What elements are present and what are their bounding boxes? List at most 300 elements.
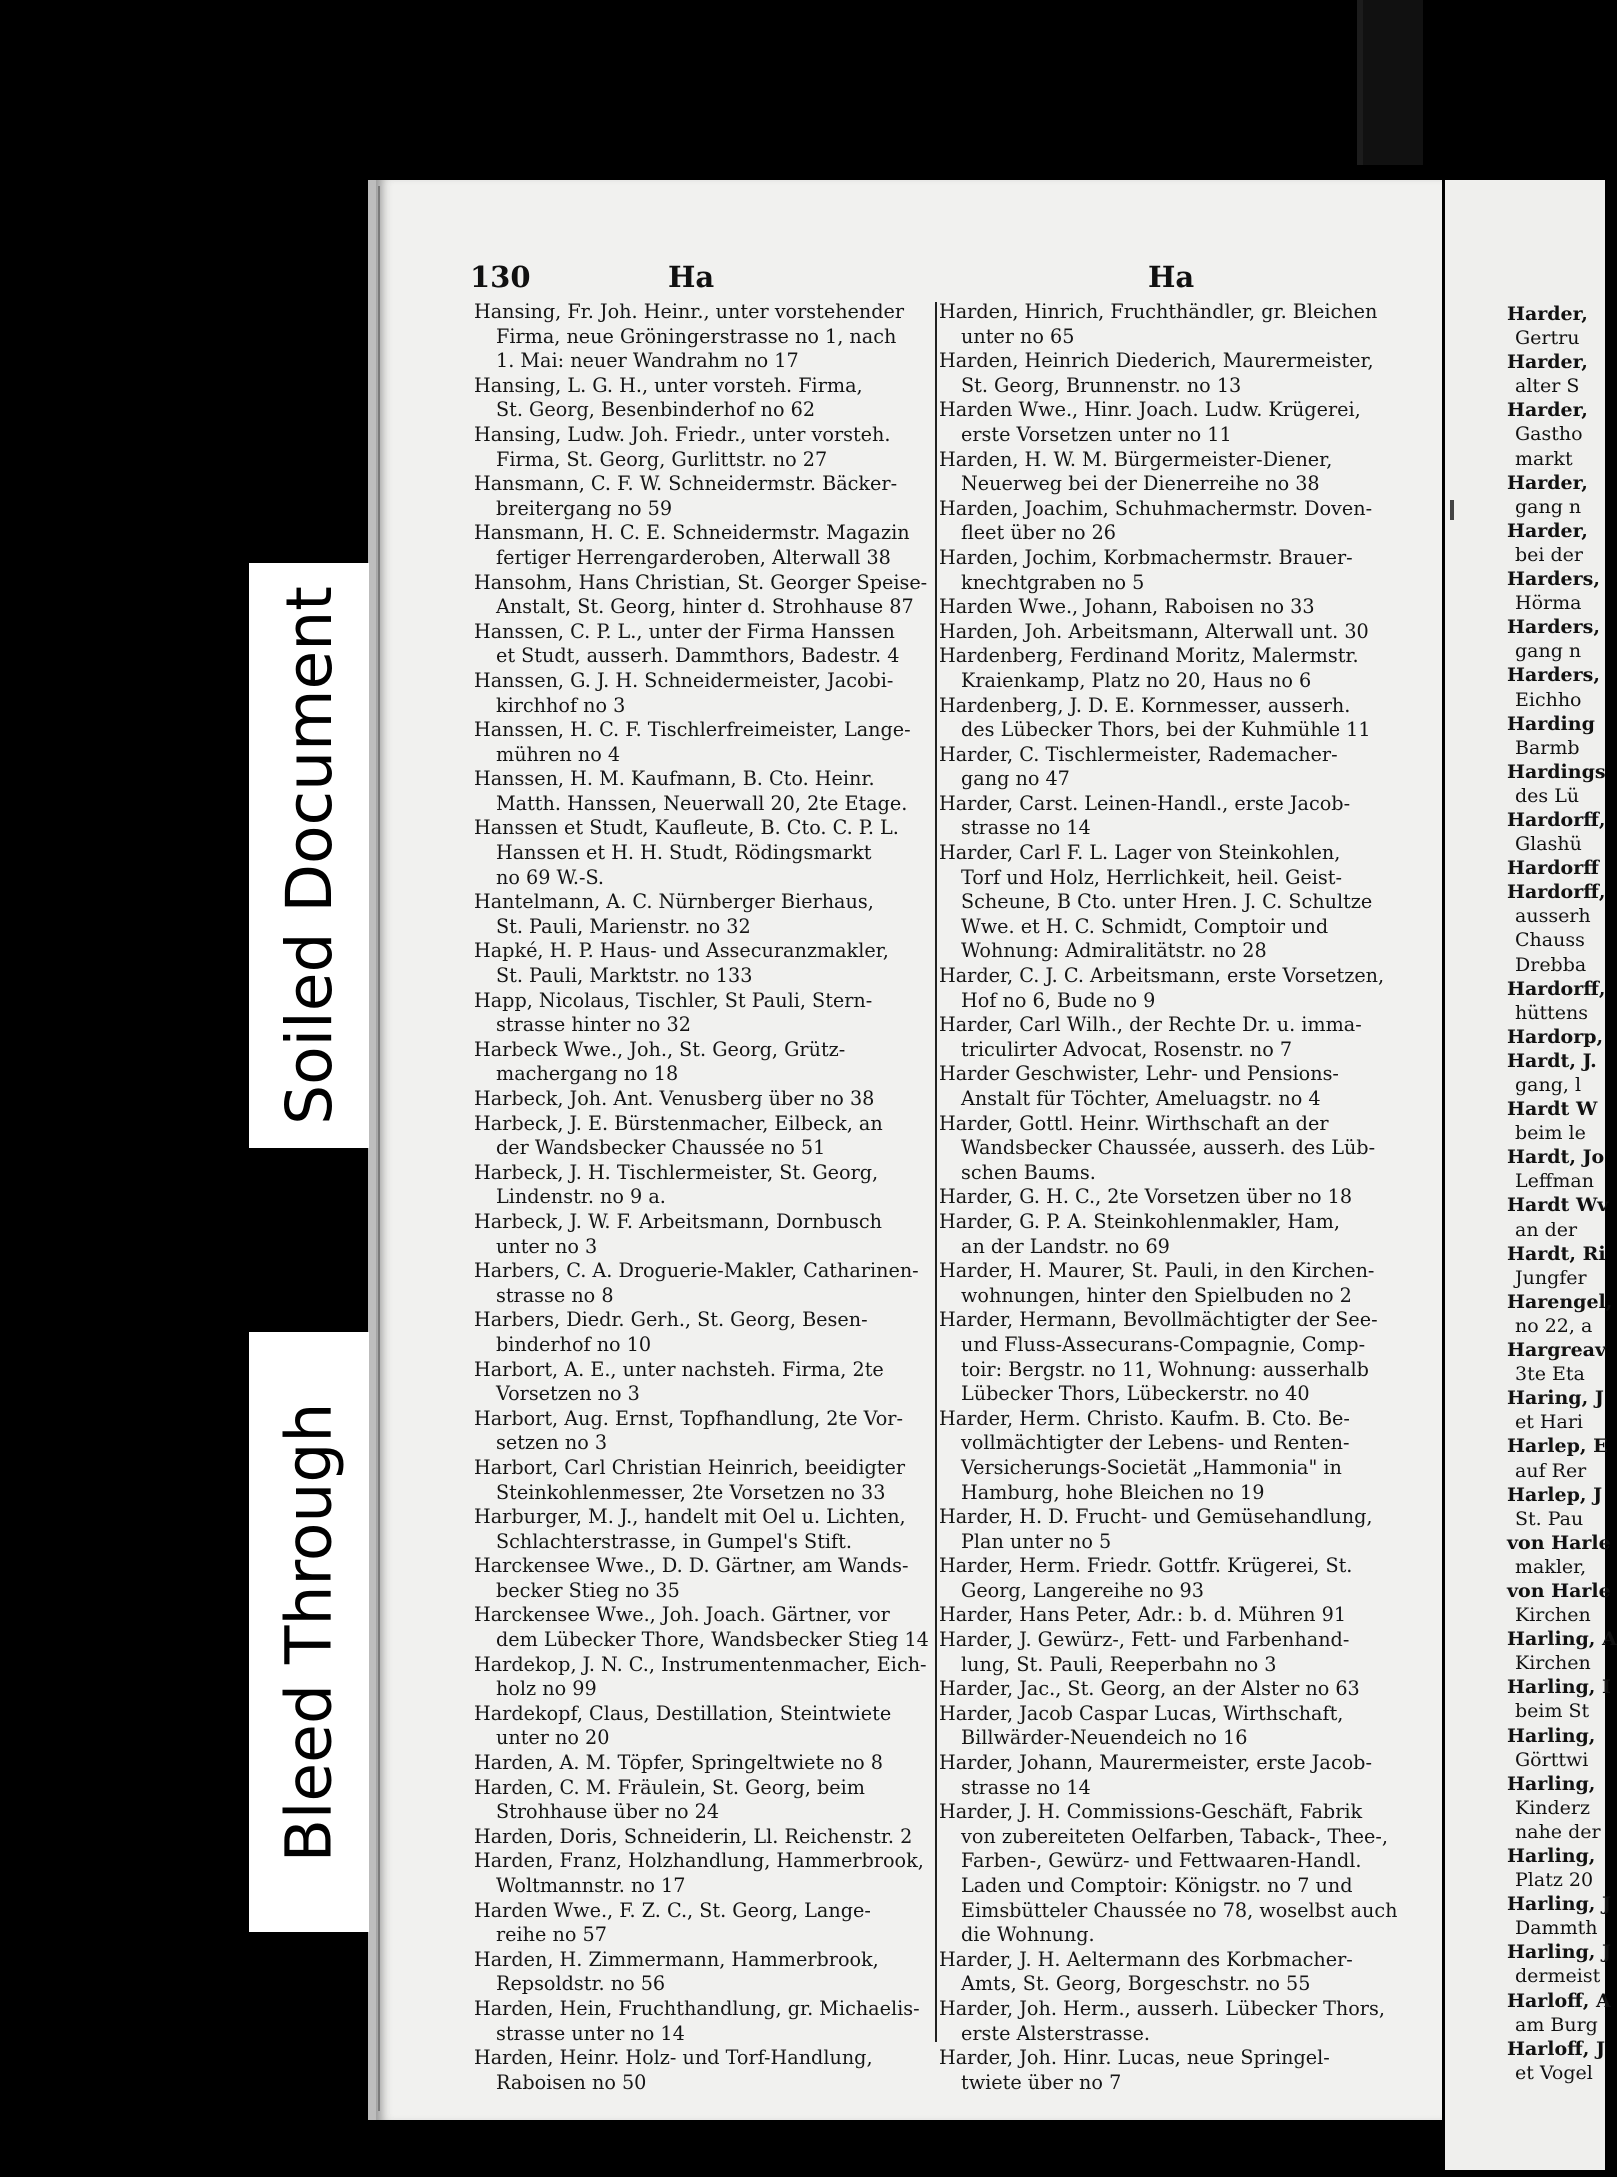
entry-line: Hof no 6, Bude no 9 xyxy=(961,988,1156,1012)
fragment-line: gang, l xyxy=(1515,1074,1582,1096)
entry-line: Harbort, A. E., unter nachsteh. Firma, 2te xyxy=(474,1357,884,1381)
entry-line: Hansing, L. G. H., unter vorsteh. Firma, xyxy=(474,373,863,397)
directory-entry xyxy=(474,1038,934,1087)
entry-line: fleet über no 26 xyxy=(961,521,1117,545)
fragment-line: am Burg xyxy=(1515,2013,1598,2036)
entry-line: Harden, Jochim, Korbmachermstr. Brauer- xyxy=(939,545,1353,569)
fragment-line: Harder, xyxy=(1507,303,1588,325)
entry-line: holz no 99 xyxy=(496,1677,597,1701)
entry-line: no 69 W.-S. xyxy=(496,865,605,889)
directory-entry xyxy=(474,1899,934,1948)
entry-line: Harder, J. H. Aeltermann des Korbmacher- xyxy=(939,1947,1353,1971)
directory-entry xyxy=(474,1849,934,1898)
entry-line: Harder, J. H. Commissions-Geschäft, Fabrik xyxy=(939,1800,1363,1824)
entry-line: Hanssen, C. P. L., unter der Firma Hanssen xyxy=(474,619,895,643)
directory-entry xyxy=(939,1505,1394,1554)
fragment-line: ausserh xyxy=(1515,905,1591,928)
entry-line: Hamburg, hohe Bleichen no 19 xyxy=(961,1480,1265,1504)
fragment-line: Harling, xyxy=(1507,1724,1596,1747)
fragment-line: Harlep, J xyxy=(1507,1483,1603,1506)
directory-entry xyxy=(939,1554,1394,1603)
fragment-line: Dammth xyxy=(1515,1917,1598,1940)
fragment-line: von Harle xyxy=(1507,1531,1611,1554)
fragment-line: Gertru xyxy=(1515,327,1580,350)
entry-line: vollmächtigter der Lebens- und Renten- xyxy=(961,1431,1350,1455)
entry-line: triculirter Advocat, Rosenstr. no 7 xyxy=(961,1037,1293,1061)
entry-line: Hanssen, H. M. Kaufmann, B. Cto. Heinr. xyxy=(474,767,875,791)
fragment-line: Kirchen xyxy=(1515,1604,1591,1627)
fragment-line: no 22, a xyxy=(1515,1314,1593,1337)
entry-line: strasse no 14 xyxy=(961,816,1091,840)
fragment-line: Eichho xyxy=(1515,688,1582,711)
directory-entry xyxy=(939,448,1394,497)
entry-line: Harbeck, J. E. Bürstenmacher, Eilbeck, an xyxy=(474,1111,883,1135)
fragment-line: Harder, xyxy=(1507,519,1588,542)
entry-line: Happ, Nicolaus, Tischler, St Pauli, Stern- xyxy=(474,988,873,1012)
fragment-line: Jungfer xyxy=(1515,1266,1587,1289)
column-divider xyxy=(935,302,937,2042)
entry-line: St. Georg, Brunnenstr. no 13 xyxy=(961,373,1242,397)
entry-line: Raboisen no 50 xyxy=(496,2070,647,2094)
entry-line: Harbort, Carl Christian Heinrich, beeidigter xyxy=(474,1455,905,1479)
directory-entry xyxy=(474,300,934,374)
spine-mark xyxy=(1450,500,1454,520)
fragment-line: Hardorff, xyxy=(1507,881,1606,904)
directory-entry xyxy=(474,1751,934,1776)
entry-line: Hanssen et Studt, Kaufleute, B. Cto. C. P. L. xyxy=(474,816,899,840)
entry-line: Harbers, Diedr. Gerh., St. Georg, Besen- xyxy=(474,1308,868,1332)
fragment-line: Haring, J xyxy=(1507,1387,1604,1410)
entry-line: Harder Geschwister, Lehr- und Pensions- xyxy=(939,1062,1339,1086)
entry-line: St. Pauli, Marktstr. no 133 xyxy=(496,964,753,988)
entry-line: Firma, St. Georg, Gurlittstr. no 27 xyxy=(496,447,828,471)
fragment-line: Hardorff xyxy=(1507,857,1599,880)
directory-entry xyxy=(939,1628,1394,1677)
fragment-line: Harding xyxy=(1507,712,1595,735)
directory-entry xyxy=(939,1185,1394,1210)
entry-line: Harden, Joachim, Schuhmachermstr. Doven- xyxy=(939,496,1373,520)
entry-line: erste Alsterstrasse. xyxy=(961,2021,1150,2045)
directory-entry xyxy=(474,620,934,669)
directory-entry xyxy=(939,546,1394,595)
fragment-line: beim St xyxy=(1515,1700,1590,1723)
directory-entry xyxy=(939,792,1394,841)
directory-entry xyxy=(474,1554,934,1603)
entry-line: strasse no 8 xyxy=(496,1283,614,1307)
directory-entry xyxy=(939,1677,1394,1702)
fragment-line: Harders, xyxy=(1507,568,1600,591)
fragment-line: Hardorff, xyxy=(1507,808,1606,831)
directory-entry xyxy=(474,1776,934,1825)
entry-line: Neuerweg bei der Dienerreihe no 38 xyxy=(961,472,1320,496)
directory-entry xyxy=(939,1407,1394,1505)
fragment-line: gang n xyxy=(1515,640,1582,663)
directory-entry xyxy=(939,2046,1394,2095)
entry-line: Harder, Herm. Christo. Kaufm. B. Cto. Be- xyxy=(939,1406,1350,1430)
entry-line: die Wohnung. xyxy=(961,1923,1095,1947)
entry-line: Harden, Hinrich, Fruchthändler, gr. Bleichen xyxy=(939,300,1378,323)
entry-line: schen Baums. xyxy=(961,1160,1096,1184)
fragment-line: Harloff, A xyxy=(1507,1989,1611,2012)
fragment-line: Harling, J xyxy=(1507,1893,1612,1916)
directory-entry xyxy=(939,1751,1394,1800)
directory-entry xyxy=(474,890,934,939)
entry-line: Steinkohlenmesser, 2te Vorsetzen no 33 xyxy=(496,1480,886,1504)
entry-line: Firma, neue Gröningerstrasse no 1, nach xyxy=(496,324,897,348)
soiled-document-label xyxy=(249,563,369,1148)
soiled-document-text: Soiled Document xyxy=(272,586,346,1125)
entry-line: Harden, Joh. Arbeitsmann, Alterwall unt. 30 xyxy=(939,619,1369,643)
fragment-line: beim le xyxy=(1515,1122,1586,1145)
entry-line: strasse no 14 xyxy=(961,1775,1091,1799)
entry-line: Harder, J. Gewürz-, Fett- und Farbenhand- xyxy=(939,1628,1350,1652)
entry-line: und Fluss-Assecurans-Compagnie, Comp- xyxy=(961,1332,1366,1356)
directory-entry xyxy=(939,595,1394,620)
entry-line: Eimsbütteler Chaussée no 78, woselbst auch xyxy=(961,1898,1398,1922)
entry-line: Hantelmann, A. C. Nürnberger Bierhaus, xyxy=(474,890,874,914)
directory-entry xyxy=(474,767,934,816)
adjacent-page-fragment xyxy=(1445,180,1617,2170)
entry-line: Harckensee Wwe., D. D. Gärtner, am Wands- xyxy=(474,1554,909,1578)
fragment-line: alter S xyxy=(1515,375,1580,398)
fragment-line: dermeist xyxy=(1515,1965,1601,1988)
directory-entry xyxy=(939,1997,1394,2046)
entry-line: Hansing, Ludw. Joh. Friedr., unter vorsteh. xyxy=(474,422,891,446)
entry-line: Lübecker Thors, Lübeckerstr. no 40 xyxy=(961,1382,1310,1406)
entry-line: Harder, Carst. Leinen-Handl., erste Jacob- xyxy=(939,791,1351,815)
entry-line: Harckensee Wwe., Joh. Joach. Gärtner, vor xyxy=(474,1603,890,1627)
entry-line: Harbeck, Joh. Ant. Venusberg über no 38 xyxy=(474,1087,875,1110)
entry-line: Harder, C. J. C. Arbeitsmann, erste Vorsetzen, xyxy=(939,964,1385,988)
directory-entry xyxy=(474,472,934,521)
running-head-right: Ha xyxy=(1148,260,1195,294)
page-edge xyxy=(378,186,390,2111)
fragment-line: Platz 20 xyxy=(1515,1869,1594,1892)
entry-line: Harder, C. Tischlermeister, Rademacher- xyxy=(939,742,1338,766)
directory-entry xyxy=(939,497,1394,546)
entry-line: Hansmann, H. C. E. Schneidermstr. Magazin xyxy=(474,521,910,545)
entry-line: Harden Wwe., Hinr. Joach. Ludw. Krügerei, xyxy=(939,398,1361,422)
entry-line: Hardekopf, Claus, Destillation, Steintwiete xyxy=(474,1701,892,1725)
directory-entry xyxy=(474,2046,934,2095)
fragment-line: Harder, xyxy=(1507,471,1588,494)
directory-entry xyxy=(939,1702,1394,1751)
fragment-line: an der xyxy=(1515,1218,1578,1241)
entry-line: Anstalt für Töchter, Ameluagstr. no 4 xyxy=(961,1087,1321,1110)
fragment-line: bei der xyxy=(1515,543,1584,566)
entry-line: Harder, Carl Wilh., der Rechte Dr. u. imma- xyxy=(939,1013,1362,1037)
entry-line: von zubereiteten Oelfarben, Taback-, Thee-, xyxy=(961,1824,1388,1848)
entry-line: unter no 65 xyxy=(961,324,1075,348)
directory-entry xyxy=(474,423,934,472)
directory-entry xyxy=(939,1259,1394,1308)
entry-line: Vorsetzen no 3 xyxy=(496,1382,640,1406)
directory-entry xyxy=(939,1062,1394,1111)
entry-line: 1. Mai: neuer Wandrahm no 17 xyxy=(496,349,799,373)
entry-line: kirchhof no 3 xyxy=(496,693,626,717)
entry-line: Harden, A. M. Töpfer, Springeltwiete no 8 xyxy=(474,1751,883,1775)
entry-line: Harder, G. H. C., 2te Vorsetzen über no 18 xyxy=(939,1185,1353,1209)
directory-entry xyxy=(474,1603,934,1652)
fragment-line: Görttwi xyxy=(1515,1748,1589,1771)
fragment-line: et Hari xyxy=(1515,1411,1583,1434)
entry-line: Hansohm, Hans Christian, St. Georger Speise- xyxy=(474,570,928,594)
fragment-line: Hardt, Jo xyxy=(1507,1146,1605,1169)
fragment-line: Kinderz xyxy=(1515,1796,1591,1819)
fragment-line: Kirchen xyxy=(1515,1652,1591,1675)
fragment-line: Glashü xyxy=(1515,833,1582,856)
fragment-line: gang n xyxy=(1515,495,1582,518)
entry-line: Scheune, B Cto. unter Hren. J. C. Schultze xyxy=(961,890,1373,914)
entry-line: Wohnung: Admiralitätstr. no 28 xyxy=(961,939,1267,963)
entry-line: Harder, Carl F. L. Lager von Steinkohlen, xyxy=(939,841,1341,865)
fragment-line: nahe der xyxy=(1515,1820,1601,1843)
entry-line: Matth. Hanssen, Neuerwall 20, 2te Etage. xyxy=(496,791,908,815)
fragment-line: des Lü xyxy=(1515,784,1580,807)
entry-line: Hardenberg, Ferdinand Moritz, Malermstr. xyxy=(939,644,1359,668)
directory-entry xyxy=(474,816,934,890)
entry-line: Hanssen et H. H. Studt, Rödingsmarkt xyxy=(496,841,872,865)
bleed-through-label xyxy=(249,1332,369,1932)
entry-line: Harder, Herm. Friedr. Gottfr. Krügerei, St. xyxy=(939,1554,1353,1578)
fragment-line: Harling, I xyxy=(1507,1676,1611,1699)
directory-entry xyxy=(939,694,1394,743)
entry-line: Harbeck, J. H. Tischlermeister, St. Georg, xyxy=(474,1160,879,1184)
entry-line: an der Landstr. no 69 xyxy=(961,1234,1170,1258)
entry-line: St. Pauli, Marienstr. no 32 xyxy=(496,914,751,938)
entry-line: Harden, H. W. M. Bürgermeister-Diener, xyxy=(939,447,1333,471)
directory-entry xyxy=(474,1259,934,1308)
black-tab-strip xyxy=(1357,0,1423,165)
fragment-line: Barmb xyxy=(1515,736,1580,759)
directory-column-left xyxy=(474,300,934,2095)
entry-line: Harden, Doris, Schneiderin, Ll. Reichenstr. 2 xyxy=(474,1824,913,1848)
entry-line: Harder, H. D. Frucht- und Gemüsehandlung, xyxy=(939,1505,1373,1529)
directory-entry xyxy=(939,644,1394,693)
fragment-line: hüttens xyxy=(1515,1001,1588,1024)
fragment-line: Chauss xyxy=(1515,929,1585,952)
entry-line: Harden, Heinr. Holz- und Torf-Handlung, xyxy=(474,2046,873,2070)
entry-line: der Wandsbecker Chaussée no 51 xyxy=(496,1136,826,1160)
entry-line: toir: Bergstr. no 11, Wohnung: ausserhalb xyxy=(961,1357,1369,1381)
entry-line: Harden, Hein, Fruchthandlung, gr. Michaelis- xyxy=(474,1996,920,2020)
entry-line: Harden Wwe., Johann, Raboisen no 33 xyxy=(939,595,1315,619)
directory-entry xyxy=(939,349,1394,398)
entry-line: Harder, Jac., St. Georg, an der Alster no 63 xyxy=(939,1677,1360,1701)
fragment-line: Hargreav xyxy=(1507,1339,1607,1362)
fragment-line: Harling, xyxy=(1507,1772,1596,1795)
directory-entry xyxy=(474,939,934,988)
directory-entry xyxy=(939,743,1394,792)
directory-entry xyxy=(939,398,1394,447)
directory-entry xyxy=(474,1456,934,1505)
entry-line: Schlachterstrasse, in Gumpel's Stift. xyxy=(496,1529,852,1553)
entry-line: becker Stieg no 35 xyxy=(496,1578,680,1602)
directory-entry xyxy=(474,669,934,718)
fragment-line: 3te Eta xyxy=(1515,1363,1585,1386)
directory-entry xyxy=(939,1603,1394,1628)
directory-entry xyxy=(474,1112,934,1161)
fragment-line: makler, xyxy=(1515,1555,1587,1578)
directory-entry xyxy=(939,300,1394,349)
entry-line: Hardekop, J. N. C., Instrumentenmacher, Eich- xyxy=(474,1652,927,1676)
fragment-line: Hardorff, xyxy=(1507,977,1606,1000)
entry-line: Harden, H. Zimmermann, Hammerbrook, xyxy=(474,1947,879,1971)
entry-line: Hanssen, H. C. F. Tischlerfreimeister, Lange- xyxy=(474,718,911,742)
entry-line: lung, St. Pauli, Reeperbahn no 3 xyxy=(961,1652,1277,1676)
entry-line: wohnungen, hinter den Spielbuden no 2 xyxy=(961,1283,1352,1307)
directory-entry xyxy=(939,841,1394,964)
entry-line: Hansing, Fr. Joh. Heinr., unter vorstehender xyxy=(474,300,905,323)
fragment-line: et Vogel xyxy=(1515,2061,1593,2084)
directory-entry xyxy=(474,1087,934,1112)
fragment-line: von Harle xyxy=(1507,1579,1611,1602)
directory-entry xyxy=(474,1308,934,1357)
entry-line: Repsoldstr. no 56 xyxy=(496,1972,666,1996)
directory-entry xyxy=(474,989,934,1038)
entry-line: knechtgraben no 5 xyxy=(961,570,1145,594)
entry-line: Wandsbecker Chaussée, ausserh. des Lüb- xyxy=(961,1136,1376,1160)
entry-line: dem Lübecker Thore, Wandsbecker Stieg 14 xyxy=(496,1628,929,1652)
fragment-line: Gastho xyxy=(1515,423,1583,446)
entry-line: Harder, Gottl. Heinr. Wirthschaft an der xyxy=(939,1111,1329,1135)
fragment-line: auf Rer xyxy=(1515,1459,1587,1482)
fragment-line: Harlep, E xyxy=(1507,1435,1608,1458)
entry-line: Harden, C. M. Fräulein, St. Georg, beim xyxy=(474,1775,865,1799)
entry-line: unter no 3 xyxy=(496,1234,598,1258)
entry-line: Farben-, Gewürz- und Fettwaaren-Handl. xyxy=(961,1849,1362,1873)
directory-column-right xyxy=(939,300,1398,2095)
entry-line: mühren no 4 xyxy=(496,742,621,766)
directory-entry xyxy=(474,1210,934,1259)
entry-line: Kraienkamp, Platz no 20, Haus no 6 xyxy=(961,668,1312,692)
directory-entry xyxy=(474,1653,934,1702)
fragment-line: Hardt, Ri xyxy=(1507,1242,1606,1265)
directory-entry xyxy=(474,1997,934,2046)
fragment-line: Harder, xyxy=(1507,399,1588,422)
entry-line: Torf und Holz, Herrlichkeit, heil. Geist- xyxy=(961,865,1342,889)
bleed-through-text: Bleed Through xyxy=(272,1402,346,1862)
entry-line: Harbers, C. A. Droguerie-Makler, Catharinen- xyxy=(474,1259,919,1283)
entry-line: Harder, Johann, Maurermeister, erste Jacob- xyxy=(939,1751,1372,1775)
directory-entry xyxy=(939,1800,1398,1948)
directory-entry xyxy=(939,1308,1394,1406)
entry-line: Harder, G. P. A. Steinkohlenmakler, Ham, xyxy=(939,1209,1340,1233)
entry-line: Harbort, Aug. Ernst, Topfhandlung, 2te Vor- xyxy=(474,1406,903,1430)
fragment-line: Harloff, J xyxy=(1507,2037,1605,2060)
entry-line: setzen no 3 xyxy=(496,1431,608,1455)
directory-entry xyxy=(474,1407,934,1456)
directory-entry xyxy=(939,620,1394,645)
entry-line: unter no 20 xyxy=(496,1726,610,1750)
entry-line: machergang no 18 xyxy=(496,1062,679,1086)
entry-line: fertiger Herrengarderoben, Alterwall 38 xyxy=(496,545,891,569)
fragment-line: Hardt, J. xyxy=(1507,1049,1597,1072)
entry-line: Harder, H. Maurer, St. Pauli, in den Kirchen- xyxy=(939,1259,1375,1283)
entry-line: twiete über no 7 xyxy=(961,2070,1122,2094)
fragment-line: Hardt W xyxy=(1507,1098,1598,1121)
entry-line: strasse hinter no 32 xyxy=(496,1013,691,1037)
fragment-line: Harder, xyxy=(1507,351,1588,374)
fragment-line: Harengel, xyxy=(1507,1290,1613,1313)
directory-entry xyxy=(474,1505,934,1554)
entry-line: Anstalt, St. Georg, hinter d. Strohhause 87 xyxy=(496,595,914,619)
entry-line: Harburger, M. J., handelt mit Oel u. Lichten, xyxy=(474,1505,906,1529)
entry-line: Harder, Joh. Hinr. Lucas, neue Springel- xyxy=(939,2046,1330,2070)
entry-line: Harbeck, J. W. F. Arbeitsmann, Dornbusch xyxy=(474,1209,883,1233)
entry-line: reihe no 57 xyxy=(496,1923,607,1947)
fragment-line: Drebba xyxy=(1515,953,1587,976)
fragment-line: Harders, xyxy=(1507,616,1600,639)
directory-entry xyxy=(474,571,934,620)
entry-line: St. Georg, Besenbinderhof no 62 xyxy=(496,398,816,422)
entry-line: et Studt, ausserh. Dammthors, Badestr. 4 xyxy=(496,644,900,668)
entry-line: Harder, Joh. Herm., ausserh. Lübecker Thors, xyxy=(939,1996,1385,2020)
fragment-line: Harling, J xyxy=(1507,1941,1612,1964)
entry-line: Hapké, H. P. Haus- und Assecuranzmakler, xyxy=(474,939,889,963)
fragment-line: Harling, xyxy=(1507,1845,1596,1867)
fragment-line: markt xyxy=(1515,447,1573,470)
entry-line: Harder, Hans Peter, Adr.: b. d. Mühren 91 xyxy=(939,1603,1347,1627)
directory-entry xyxy=(939,1013,1394,1062)
directory-entry xyxy=(474,1948,934,1997)
directory-entry xyxy=(474,1358,934,1407)
entry-line: Harden, Franz, Holzhandlung, Hammerbrook, xyxy=(474,1849,924,1873)
entry-line: Harbeck Wwe., Joh., St. Georg, Grütz- xyxy=(474,1037,846,1061)
entry-line: breitergang no 59 xyxy=(496,496,673,520)
directory-entry xyxy=(474,1702,934,1751)
entry-line: erste Vorsetzen unter no 11 xyxy=(961,422,1232,446)
directory-entry xyxy=(939,964,1394,1013)
directory-entry xyxy=(474,1825,934,1850)
entry-line: Woltmannstr. no 17 xyxy=(496,1874,686,1897)
entry-line: Amts, St. Georg, Borgeschstr. no 55 xyxy=(961,1972,1311,1996)
directory-entry xyxy=(939,1112,1394,1186)
directory-entry xyxy=(939,1948,1394,1997)
entry-line: Plan unter no 5 xyxy=(961,1529,1112,1553)
fragment-line: Hardings xyxy=(1507,760,1606,783)
entry-line: Lindenstr. no 9 a. xyxy=(496,1185,666,1209)
directory-entry xyxy=(474,1161,934,1210)
fragment-line: Hardorp, xyxy=(1507,1025,1604,1048)
entry-line: Hanssen, G. J. H. Schneidermeister, Jacobi- xyxy=(474,668,894,692)
entry-line: Harder, Jacob Caspar Lucas, Wirthschaft, xyxy=(939,1701,1344,1725)
directory-entry xyxy=(474,374,934,423)
entry-line: Hardenberg, J. D. E. Kornmesser, ausserh. xyxy=(939,693,1351,717)
entry-line: gang no 47 xyxy=(961,767,1070,791)
page-number: 130 xyxy=(470,260,531,294)
entry-line: binderhof no 10 xyxy=(496,1332,652,1356)
entry-line: Wwe. et H. C. Schmidt, Comptoir und xyxy=(961,914,1329,938)
fragment-line: Harders, xyxy=(1507,664,1600,687)
fragment-line: Hörma xyxy=(1515,592,1582,615)
entry-line: Harder, Hermann, Bevollmächtigter der See- xyxy=(939,1308,1378,1332)
entry-line: Hansmann, C. F. W. Schneidermstr. Bäcker- xyxy=(474,472,898,496)
fragment-line: Hardt Wv xyxy=(1507,1194,1609,1217)
fragment-line: St. Pau xyxy=(1515,1507,1584,1530)
entry-line: Harden, Heinrich Diederich, Maurermeister, xyxy=(939,349,1374,373)
directory-entry xyxy=(939,1210,1394,1259)
directory-entry xyxy=(474,521,934,570)
entry-line: Harden Wwe., F. Z. C., St. Georg, Lange- xyxy=(474,1898,871,1922)
running-head-left: Ha xyxy=(668,260,715,294)
entry-line: Billwärder-Neuendeich no 16 xyxy=(961,1726,1248,1750)
entry-line: Georg, Langereihe no 93 xyxy=(961,1578,1204,1602)
entry-line: Versicherungs-Societät „Hammonia" in xyxy=(961,1455,1342,1479)
entry-line: des Lübecker Thors, bei der Kuhmühle 11 xyxy=(961,718,1371,742)
fragment-line: Leffman xyxy=(1515,1170,1594,1193)
entry-line: Strohhause über no 24 xyxy=(496,1800,720,1824)
